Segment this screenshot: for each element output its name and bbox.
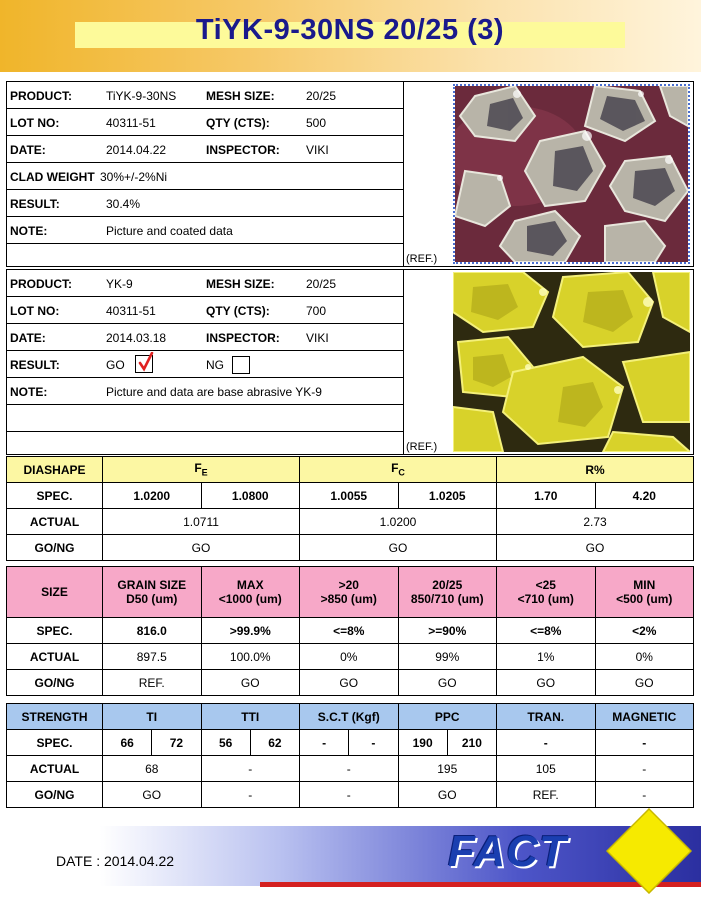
value-note: Picture and data are base abrasive YK-9 (106, 385, 322, 399)
size-gong-row (7, 670, 694, 696)
strength-header-row (7, 704, 694, 730)
label-clad: CLAD WEIGHT (10, 170, 95, 184)
strength-col-4: TRAN. (497, 704, 596, 730)
diashape-header: DIASHAPE (7, 457, 103, 483)
value-qty: 700 (306, 304, 327, 318)
gong-label: GO/NG (7, 782, 103, 808)
size-col-5-line2: <500 (um) (616, 592, 673, 606)
diashape-spec-row (7, 483, 694, 509)
label-date: DATE: (10, 143, 46, 157)
label-result: RESULT: (10, 197, 60, 211)
strength-spec-row (7, 730, 694, 756)
row-product (7, 82, 403, 109)
value-clad: 30%+/-2%Ni (100, 170, 168, 184)
size-spec-3: >=90% (398, 618, 497, 644)
size-col-2-line2: >850 (um) (320, 592, 377, 606)
base-panel (6, 269, 694, 455)
diashape-gong-row (7, 535, 694, 561)
strength-actual-2: - (300, 756, 399, 782)
strength-gong-0: GO (103, 782, 202, 808)
base-diamond-image (453, 272, 690, 452)
fc-spec-min: 1.0055 (300, 483, 399, 509)
go-label: GO (106, 358, 125, 372)
size-header-row (7, 567, 694, 618)
row-note (7, 378, 403, 405)
row-lot (7, 297, 403, 324)
strength-gong-1: - (201, 782, 300, 808)
strength-gong-row (7, 782, 694, 808)
size-spec-1: >99.9% (201, 618, 300, 644)
strength-actual-0: 68 (103, 756, 202, 782)
ref-label: (REF.) (406, 441, 438, 453)
size-gong-3: GO (398, 670, 497, 696)
sct-spec-min: - (322, 735, 327, 750)
coated-panel (6, 81, 694, 267)
label-lot: LOT NO: (10, 304, 60, 318)
label-inspector: INSPECTOR: (206, 331, 280, 345)
ppc-spec-min: 190 (412, 735, 433, 750)
label-qty: QTY (CTS): (206, 116, 270, 130)
label-result: RESULT: (10, 358, 60, 372)
r-actual: 2.73 (497, 509, 694, 535)
value-lot: 40311-51 (106, 304, 156, 318)
row-result (7, 190, 403, 217)
label-note: NOTE: (10, 385, 48, 399)
row-note (7, 217, 403, 244)
strength-col-1: TTI (201, 704, 300, 730)
size-col-0-line2: D50 (um) (126, 592, 178, 606)
spec-label: SPEC. (7, 618, 103, 644)
label-note: NOTE: (10, 224, 48, 238)
coated-info (7, 82, 404, 266)
tti-spec-min: 56 (218, 735, 233, 750)
value-date: 2014.03.18 (106, 331, 167, 345)
label-qty: QTY (CTS): (206, 304, 270, 318)
fc-header (300, 457, 497, 483)
strength-actual-4: 105 (497, 756, 596, 782)
label-mesh: MESH SIZE: (206, 89, 275, 103)
label-inspector: INSPECTOR: (206, 143, 280, 157)
fe-sub: E (201, 467, 208, 478)
size-col-0-line1: GRAIN SIZE (117, 578, 187, 592)
spec-label: SPEC. (7, 730, 103, 756)
label-mesh: MESH SIZE: (206, 277, 275, 291)
value-note: Picture and coated data (106, 224, 233, 238)
strength-actual-1: - (201, 756, 300, 782)
size-actual-0: 897.5 (103, 644, 202, 670)
value-mesh: 20/25 (306, 89, 337, 103)
label-lot: LOT NO: (10, 116, 60, 130)
coated-diamond-image (455, 86, 688, 262)
r-spec-min: 1.70 (497, 483, 596, 509)
gong-label: GO/NG (7, 535, 103, 561)
fc-spec-max: 1.0205 (398, 483, 497, 509)
size-col-1 (201, 567, 300, 618)
value-date: 2014.04.22 (106, 143, 167, 157)
size-spec-4: <=8% (497, 618, 596, 644)
strength-gong-4: REF. (497, 782, 596, 808)
ref-label: (REF.) (406, 253, 438, 265)
strength-spec-3 (398, 730, 497, 756)
size-actual-5: 0% (595, 644, 694, 670)
size-col-0 (103, 567, 202, 618)
row-date (7, 136, 403, 163)
fe-main: F (194, 461, 202, 476)
ppc-spec-max: 210 (447, 730, 496, 755)
label-product: PRODUCT: (10, 89, 72, 103)
value-lot: 40311-51 (106, 116, 156, 130)
size-table (6, 566, 694, 696)
label-date: DATE: (10, 331, 46, 345)
strength-spec-2 (300, 730, 399, 756)
strength-spec-0 (103, 730, 202, 756)
size-actual-row (7, 644, 694, 670)
row-blank (7, 244, 403, 270)
size-col-4 (497, 567, 596, 618)
value-result: 30.4% (106, 197, 141, 211)
size-spec-row (7, 618, 694, 644)
value-product: YK-9 (106, 277, 133, 291)
strength-col-0: TI (103, 704, 202, 730)
ti-spec-min: 66 (120, 735, 134, 750)
strength-header: STRENGTH (7, 704, 103, 730)
fe-spec-max: 1.0800 (201, 483, 300, 509)
actual-label: ACTUAL (7, 756, 103, 782)
footer-date: DATE : 2014.04.22 (56, 853, 175, 869)
size-col-4-line1: <25 (535, 578, 556, 592)
size-col-5 (595, 567, 694, 618)
strength-col-3: PPC (398, 704, 497, 730)
size-col-5-line1: MIN (633, 578, 656, 592)
strength-gong-2: - (300, 782, 399, 808)
size-spec-2: <=8% (300, 618, 399, 644)
size-gong-2: GO (300, 670, 399, 696)
checkmark-icon (137, 352, 155, 372)
r-header: R% (497, 457, 694, 483)
fe-header (103, 457, 300, 483)
row-clad (7, 163, 403, 190)
strength-spec-1 (201, 730, 300, 756)
size-gong-1: GO (201, 670, 300, 696)
size-col-4-line2: <710 (um) (517, 592, 574, 606)
row-blank-1 (7, 405, 403, 432)
r-spec-max: 4.20 (595, 483, 694, 509)
size-col-2 (300, 567, 399, 618)
value-product: TiYK-9-30NS (106, 89, 177, 103)
fc-gong: GO (300, 535, 497, 561)
tti-spec-max: 62 (250, 730, 299, 755)
size-gong-4: GO (497, 670, 596, 696)
size-col-3 (398, 567, 497, 618)
coated-diamond-photo (453, 84, 690, 264)
size-actual-1: 100.0% (201, 644, 300, 670)
size-col-3-line2: 850/710 (um) (410, 592, 484, 606)
ng-label: NG (206, 358, 224, 372)
label-product: PRODUCT: (10, 277, 72, 291)
strength-gong-3: GO (398, 782, 497, 808)
tran-spec: - (497, 730, 596, 756)
diashape-actual-row (7, 509, 694, 535)
size-actual-4: 1% (497, 644, 596, 670)
strength-col-2: S.C.T (Kgf) (300, 704, 399, 730)
sct-spec-max: - (348, 730, 397, 755)
size-col-2-line1: >20 (338, 578, 359, 592)
size-actual-3: 99% (398, 644, 497, 670)
value-inspector: VIKI (306, 143, 329, 157)
base-info (7, 270, 404, 454)
row-product (7, 270, 403, 297)
fact-logo: FACT (448, 827, 567, 876)
row-date (7, 324, 403, 351)
fe-gong: GO (103, 535, 300, 561)
size-header: SIZE (7, 567, 103, 618)
diamond-logo-icon (606, 808, 692, 894)
r-gong: GO (497, 535, 694, 561)
size-gong-5: GO (595, 670, 694, 696)
spec-label: SPEC. (7, 483, 103, 509)
actual-label: ACTUAL (7, 644, 103, 670)
value-qty: 500 (306, 116, 327, 130)
actual-label: ACTUAL (7, 509, 103, 535)
go-checkbox[interactable] (135, 355, 153, 373)
value-mesh: 20/25 (306, 277, 337, 291)
ti-spec-max: 72 (151, 730, 200, 755)
row-lot (7, 109, 403, 136)
page-title: TiYK-9-30NS 20/25 (3) (195, 14, 505, 46)
size-spec-5: <2% (595, 618, 694, 644)
ng-checkbox[interactable] (232, 356, 250, 374)
size-actual-2: 0% (300, 644, 399, 670)
size-spec-0: 816.0 (103, 618, 202, 644)
fc-main: F (391, 461, 399, 476)
strength-actual-3: 195 (398, 756, 497, 782)
size-col-1-line1: MAX (236, 578, 264, 592)
gong-label: GO/NG (7, 670, 103, 696)
fe-spec-min: 1.0200 (103, 483, 202, 509)
strength-gong-5: - (595, 782, 694, 808)
size-col-3-line1: 20/25 (432, 578, 463, 592)
size-gong-0: REF. (103, 670, 202, 696)
diashape-header-row (7, 457, 694, 483)
fe-actual: 1.0711 (103, 509, 300, 535)
strength-actual-5: - (595, 756, 694, 782)
diashape-table (6, 456, 694, 561)
base-diamond-photo (453, 272, 690, 452)
row-result (7, 351, 403, 378)
fc-actual: 1.0200 (300, 509, 497, 535)
strength-table (6, 703, 694, 808)
value-inspector: VIKI (306, 331, 329, 345)
fc-sub: C (398, 467, 405, 478)
strength-actual-row (7, 756, 694, 782)
row-blank-2 (7, 432, 403, 458)
strength-col-5: MAGNETIC (595, 704, 694, 730)
size-col-1-line2: <1000 (um) (218, 592, 282, 606)
magnetic-spec: - (595, 730, 694, 756)
